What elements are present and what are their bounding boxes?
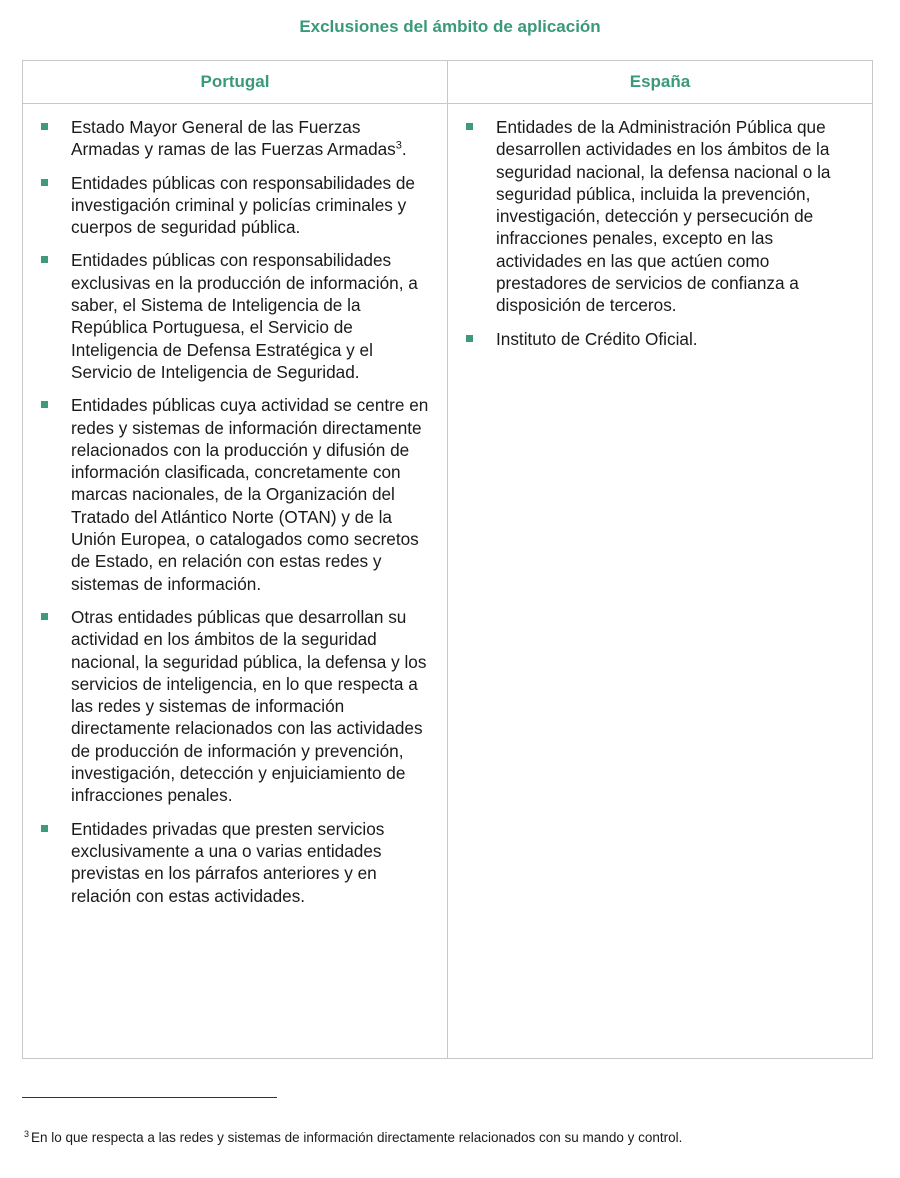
square-bullet-icon bbox=[41, 123, 48, 130]
table-header-row bbox=[23, 61, 873, 104]
list-item bbox=[462, 116, 858, 317]
square-bullet-icon bbox=[41, 825, 48, 832]
footnote-reference[interactable]: 3 bbox=[395, 139, 402, 152]
portugal-list bbox=[37, 116, 433, 907]
portugal-cell bbox=[23, 104, 448, 1059]
list-item bbox=[37, 249, 433, 383]
footnote-number: 3 bbox=[24, 1128, 30, 1139]
square-bullet-icon bbox=[41, 256, 48, 263]
list-item bbox=[37, 116, 433, 161]
espana-cell bbox=[448, 104, 873, 1059]
table-row bbox=[23, 104, 873, 1059]
column-header-portugal: Portugal bbox=[23, 61, 448, 104]
footnote-separator bbox=[22, 1097, 277, 1098]
item-text: Instituto de Crédito Oficial. bbox=[496, 328, 698, 349]
list-item bbox=[37, 172, 433, 239]
section-title: Exclusiones del ámbito de aplicación bbox=[299, 17, 601, 36]
item-text: Entidades públicas con responsabilidades exclusivas en la producción de información, a saber, el Sistema de Inteligencia de la República Portuguesa, el Servicio de Inteligencia de Defensa Estratégica y el Servicio de Inteligencia de Seguridad. bbox=[71, 250, 418, 382]
item-text: Entidades públicas con responsabilidades de investigación criminal y policías criminales y cuerpos de seguridad pública. bbox=[71, 172, 415, 238]
list-item bbox=[462, 328, 858, 350]
square-bullet-icon bbox=[466, 335, 473, 342]
footnote bbox=[24, 1130, 682, 1145]
item-text: Otras entidades públicas que desarrollan su actividad en los ámbitos de la seguridad nacional, la seguridad pública, la defensa y los servicios de inteligencia, en lo que respecta a las redes y sistemas de información directamente relacionados con las actividades de producción de información y prevención, investigación, detección y enjuiciamiento de infracciones penales. bbox=[71, 606, 427, 806]
item-text: Estado Mayor General de las Fuerzas Armadas y ramas de las Fuerzas Armadas bbox=[71, 117, 396, 160]
item-suffix: . bbox=[401, 139, 407, 160]
list-item bbox=[37, 818, 433, 907]
espana-list bbox=[462, 116, 858, 350]
list-item bbox=[37, 606, 433, 807]
item-text: Entidades privadas que presten servicios exclusivamente a una o varias entidades previstas en los párrafos anteriores y en relación con estas actividades. bbox=[71, 818, 385, 906]
item-text: Entidades de la Administración Pública que desarrollen actividades en los ámbitos de la seguridad nacional, la defensa nacional o la seguridad pública, incluida la prevención, investigación, detección y persecución de infracciones penales, excepto en las actividades en las que actúen como prestadores de servicios de confianza a disposición de terceros. bbox=[496, 117, 831, 316]
item-text: Entidades públicas cuya actividad se centre en redes y sistemas de información directamente relacionados con la producción y difusión de información clasificada, concretamente con marcas nacionales, de la Organización del Tratado del Atlántico Norte (OTAN) y de la Unión Europea, o catalogados como secretos de Estado, en relación con estas redes y sistemas de información. bbox=[71, 395, 429, 594]
square-bullet-icon bbox=[41, 401, 48, 408]
square-bullet-icon bbox=[41, 179, 48, 186]
column-header-espana: España bbox=[448, 61, 873, 104]
list-item bbox=[37, 394, 433, 595]
square-bullet-icon bbox=[466, 123, 473, 130]
square-bullet-icon bbox=[41, 613, 48, 620]
exclusions-table bbox=[22, 60, 873, 1059]
footnote-text: En lo que respecta a las redes y sistemas de información directamente relacionados con su mando y control. bbox=[31, 1130, 683, 1145]
